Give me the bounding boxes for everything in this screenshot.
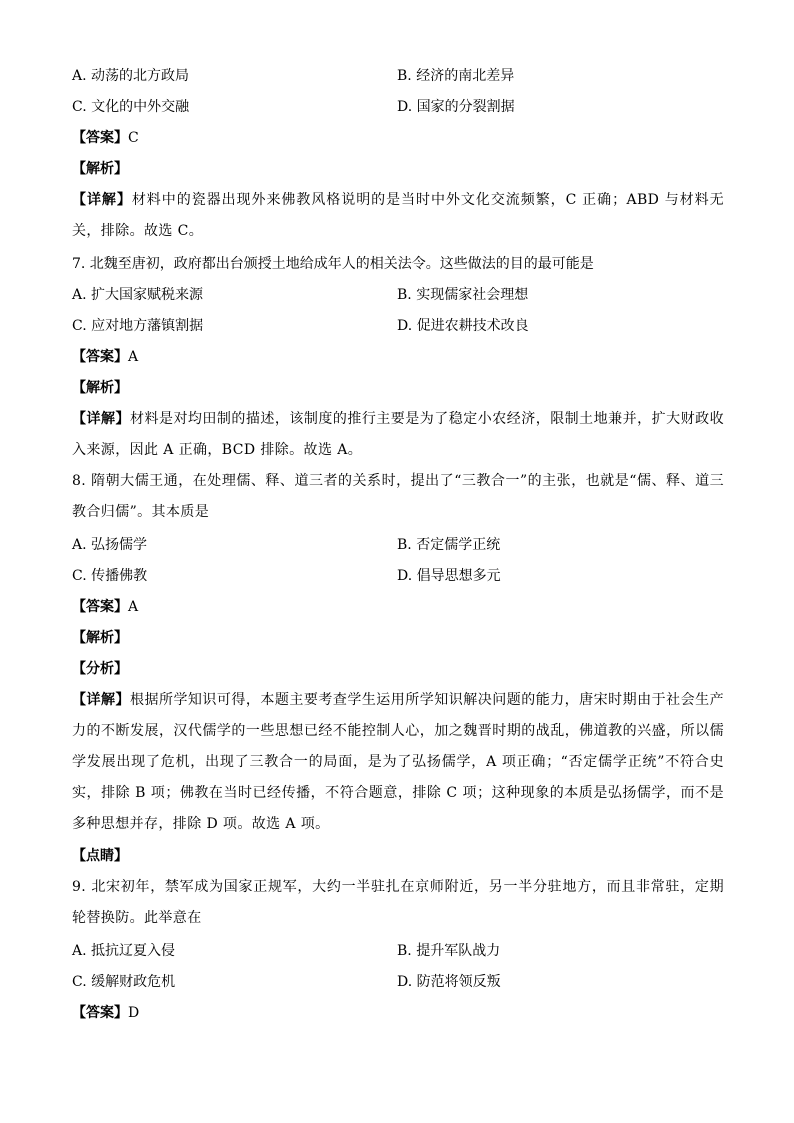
q6-detail (72, 185, 724, 247)
q7-option-b: B. 实现儒家社会理想 (397, 287, 529, 303)
q7-option-c: C. 应对地方藩镇割据 (72, 318, 204, 334)
q6-option-b: B. 经济的南北差异 (397, 68, 515, 84)
q9-answer (72, 1003, 139, 1023)
q8-option-a: A. 弘扬儒学 (72, 537, 148, 553)
q8-option-c: C. 传播佛教 (72, 568, 148, 584)
q7-option-d: D. 促进农耕技术改良 (397, 318, 529, 334)
q7-analysis-label: 【解析】 (72, 380, 128, 396)
q8-stem: 8. 隋朝大儒王通，在处理儒、释、道三者的关系时，提出了“三教合一”的主张，也就是“儒、释、道三教合归儒”。其本质是 (72, 473, 724, 520)
q9-option-b: B. 提升军队战力 (397, 943, 501, 959)
detail-label: 【详解】 (72, 411, 130, 427)
answer-label: 【答案】 (72, 599, 128, 615)
q6-option-c: C. 文化的中外交融 (72, 99, 190, 115)
answer-value: C (128, 130, 139, 146)
q7-answer (72, 347, 138, 367)
answer-value: D (128, 1005, 140, 1021)
answer-label: 【答案】 (72, 1005, 128, 1021)
q8-answer (72, 597, 138, 617)
q8-fenxi-label: 【分析】 (72, 661, 128, 677)
answer-value: A (128, 599, 139, 615)
answer-label: 【答案】 (72, 130, 128, 146)
answer-value: A (128, 349, 139, 365)
answer-label: 【答案】 (72, 349, 128, 365)
q8-option-b: B. 否定儒学正统 (397, 537, 501, 553)
q8-analysis-label: 【解析】 (72, 630, 128, 646)
q8-detail (72, 685, 724, 840)
detail-text: 材料中的瓷器出现外来佛教风格说明的是当时中外文化交流频繁，C 正确；ABD 与材料无关，排除。故选 C。 (72, 192, 724, 239)
q6-option-a: A. 动荡的北方政局 (72, 68, 190, 84)
q7-option-a: A. 扩大国家赋税来源 (72, 287, 204, 303)
q8-dianjing-label: 【点睛】 (72, 848, 128, 864)
detail-text: 材料是对均田制的描述，该制度的推行主要是为了稳定小农经济，限制土地兼并，扩大财政收入来源，因此 A 正确，BCD 排除。故选 A。 (72, 411, 724, 458)
detail-label: 【详解】 (72, 192, 132, 208)
q8-option-d: D. 倡导思想多元 (397, 568, 501, 584)
q9-option-a: A. 抵抗辽夏入侵 (72, 943, 176, 959)
q9-option-d: D. 防范将领反叛 (397, 974, 501, 990)
detail-label: 【详解】 (72, 692, 130, 708)
q7-stem: 7. 北魏至唐初，政府都出台颁授土地给成年人的相关法令。这些做法的目的最可能是 (72, 256, 594, 272)
detail-text: 根据所学知识可得，本题主要考查学生运用所学知识解决问题的能力，唐宋时期由于社会生产力的不断发展，汉代儒学的一些思想已经不能控制人心，加之魏晋时期的战乱，佛道教的兴盛，所以儒学发展出现了危机，出现了三教合一的局面，是为了弘扬儒学，A 项正确；“否定儒学正统”不符合史实，排除 B 项；佛教在当时已经传播，不符合题意，排除 C 项；这种现象的本质是弘扬儒学，而不是多种思想并存，排除 D 项。故选 A 项。 (72, 692, 724, 832)
q6-option-d: D. 国家的分裂割据 (397, 99, 515, 115)
q7-detail (72, 404, 724, 466)
q9-option-c: C. 缓解财政危机 (72, 974, 176, 990)
q6-analysis-label: 【解析】 (72, 161, 128, 177)
q6-answer (72, 128, 139, 148)
q9-stem: 9. 北宋初年，禁军成为国家正规军，大约一半驻扎在京师附近，另一半分驻地方，而且非常驻，定期轮替换防。此举意在 (72, 879, 724, 926)
